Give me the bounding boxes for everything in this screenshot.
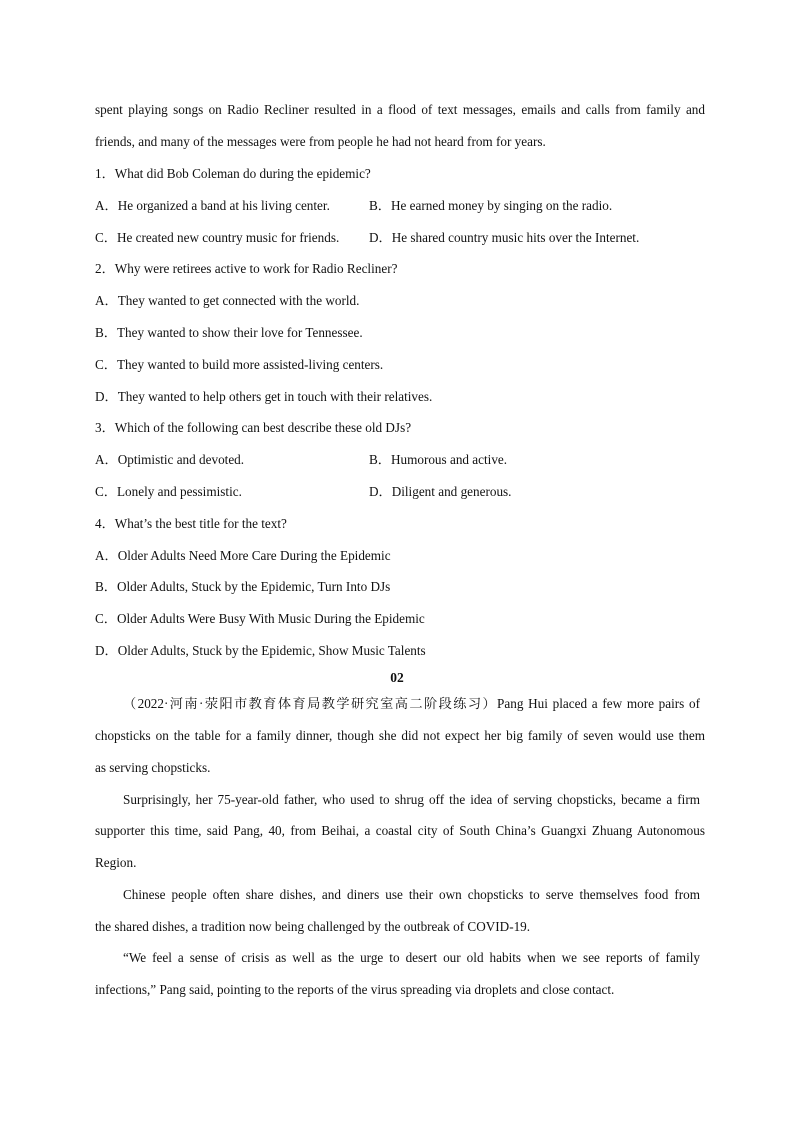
passage2-line: Chinese people often share dishes, and diners use their own chopsticks to serve themselves food from — [123, 887, 700, 902]
question-2-option-b: B．They wanted to show their love for Tennessee. — [95, 325, 363, 340]
passage2-line: as serving chopsticks. — [95, 760, 211, 775]
question-2-option-d: D．They wanted to help others get in touch with their relatives. — [95, 389, 433, 404]
passage2-line: （2022·河南·荥阳市教育体育局教学研究室高二阶段练习）Pang Hui placed a few more pairs of — [123, 696, 700, 711]
question-1-stem: 1．What did Bob Coleman do during the epidemic? — [95, 166, 371, 181]
question-1-option-b: B．He earned money by singing on the radio. — [369, 198, 613, 213]
passage1-line: friends, and many of the messages were from people he had not heard from for years. — [95, 134, 546, 149]
question-3-stem: 3．Which of the following can best describe these old DJs? — [95, 420, 412, 435]
question-4-option-b: B．Older Adults, Stuck by the Epidemic, Turn Into DJs — [95, 579, 391, 594]
passage2-line: “We feel a sense of crisis as well as the urge to desert our old habits when we see reports of family — [123, 950, 700, 965]
question-4-stem: 4．What’s the best title for the text? — [95, 516, 287, 531]
question-3-option-b: B．Humorous and active. — [369, 452, 508, 467]
passage2-line: Surprisingly, her 75-year-old father, who used to shrug off the idea of serving chopsticks, became a firm — [123, 792, 700, 807]
question-1-option-a: A．He organized a band at his living center. — [95, 198, 330, 213]
question-4-option-a: A．Older Adults Need More Care During the Epidemic — [95, 548, 391, 563]
passage2-line: supporter this time, said Pang, 40, from Beihai, a coastal city of South China’s Guangxi Zhuang Autonomous — [95, 823, 705, 838]
passage2-line: the shared dishes, a tradition now being challenged by the outbreak of COVID-19. — [95, 919, 531, 934]
question-1-option-d: D．He shared country music hits over the Internet. — [369, 230, 640, 245]
question-3-option-a: A．Optimistic and devoted. — [95, 452, 245, 467]
question-2-stem: 2．Why were retirees active to work for Radio Recliner? — [95, 261, 398, 276]
question-1-option-c: C．He created new country music for friends. — [95, 230, 340, 245]
question-4-option-d: D．Older Adults, Stuck by the Epidemic, Show Music Talents — [95, 643, 426, 658]
passage2-line: infections,” Pang said, pointing to the reports of the virus spreading via droplets and close contact. — [95, 982, 615, 997]
question-2-option-a: A．They wanted to get connected with the world. — [95, 293, 360, 308]
question-3-option-d: D．Diligent and generous. — [369, 484, 512, 499]
question-4-option-c: C．Older Adults Were Busy With Music During the Epidemic — [95, 611, 425, 626]
passage2-line: chopsticks on the table for a family dinner, though she did not expect her big family of seven would use them — [95, 728, 705, 743]
passage2-line: Region. — [95, 855, 137, 870]
section-number: 02 — [390, 670, 404, 685]
question-2-option-c: C．They wanted to build more assisted-living centers. — [95, 357, 384, 372]
passage1-line: spent playing songs on Radio Recliner resulted in a flood of text messages, emails and calls from family and — [95, 102, 705, 117]
question-3-option-c: C．Lonely and pessimistic. — [95, 484, 242, 499]
